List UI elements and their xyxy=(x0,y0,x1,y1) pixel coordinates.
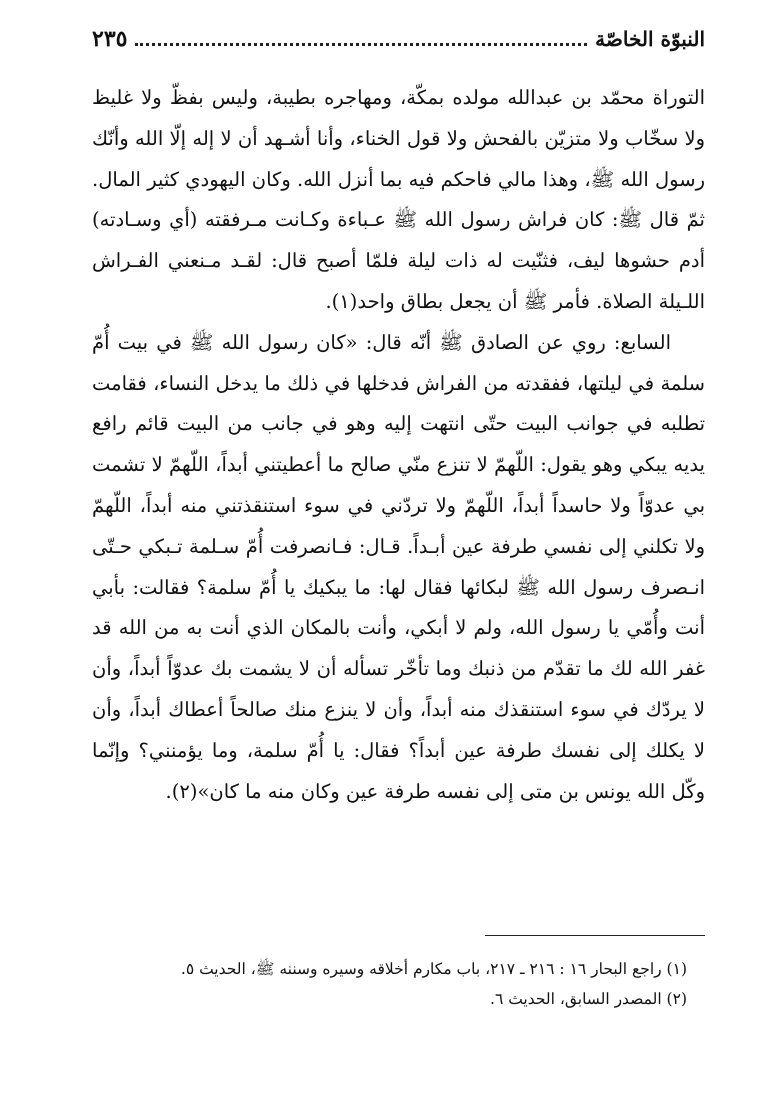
footnotes xyxy=(92,954,687,1014)
page-number: ٢٣٥ xyxy=(92,26,128,52)
footnote-reference[interactable]: (١). xyxy=(325,289,358,313)
paragraph-text: التوراة محمّد بن عبدالله مولده بمكّة، ومهاجره بطيبة، وليس بفظّ ولا غليظ ولا سخّاب ولا متزيّن بالفحش ولا قول الخناء، وأنا أشـهد أن لا إله إلّا الله وأنّك رسول الله ﷺ، وهذا مالي فاحكم فيه بما أنزل الله. وكان اليهودي كثير المال. ثمّ قال ﷺ: كان فراش رسول الله ﷺ عـباءة وكـانت مـرفقته (أي وسـادته) أدم حشوها ليف، فثنّيت له ذات ليلة فلمّا أصبح قال: لقـد مـنعني الفـراش اللـيلة الصلاة. فأمر ﷺ أن يجعل بطاق واحد xyxy=(92,86,705,313)
header-leader-dots xyxy=(135,33,587,46)
footnote: (١) راجع البحار ١٦ : ٢١٦ ـ ٢١٧، باب مكارم أخلاقه وسيره وسننه ﷺ، الحديث ٥. xyxy=(180,960,687,978)
footnote-reference[interactable]: (٢). xyxy=(165,779,198,803)
paragraph xyxy=(92,78,705,323)
paragraph xyxy=(92,323,705,813)
footnote: (٢) المصدر السابق، الحديث ٦. xyxy=(490,990,687,1008)
paragraph-text: السابع: روي عن الصادق ﷺ أنّه قال: «كان رسول الله ﷺ في بيت أُمّ سلمة في ليلتها، ففقدته من الفراش فدخلها في ذلك ما يدخل النساء، فقامت تطلبه في جوانب البيت حتّى انتهت إليه وهو في جانب من البيت قائم رافع يديه يبكي وهو يقول: اللّهمّ لا تنزع منّي صالح ما أعطيتني أبداً، اللّهمّ لا تشمت بي عدوّاً ولا حاسداً أبداً، اللّهمّ ولا تردّني في سوء استنقذتني منه أبداً، اللّهمّ ولا تكلني إلى نفسي طرفة عين أبـداً. قـال: فـانصرفت أُمّ سـلمة تـبكي حـتّى انـصرف رسول الله ﷺ لبكائها فقال لها: ما يبكيك يا أُمّ سلمة؟ فقالت: بأبي أنت وأُمّي يا رسول الله، ولم لا أبكي، وأنت بالمكان الذي أنت به من الله قد غفر الله لك ما تقدّم من ذنبك وما تأخّر تسأله أن لا يشمت بك عدوّاً أبداً، وأن لا يردّك في سوء استنقذك منه أبداً، وأن لا ينزع منك صالحاً أعطاك أبداً، وأن لا يكلك إلى نفسك طرفة عين أبداً؟ فقال: يا أُمّ سلمة، وما يؤمنني؟ وإنّما وكّل الله يونس بن متى إلى نفسه طرفة عين وكان منه ما كان» xyxy=(92,330,705,803)
main-text xyxy=(92,78,705,812)
chapter-title: النبوّة الخاصّة xyxy=(595,27,705,51)
running-header xyxy=(92,22,705,56)
footnote-separator xyxy=(485,935,705,936)
